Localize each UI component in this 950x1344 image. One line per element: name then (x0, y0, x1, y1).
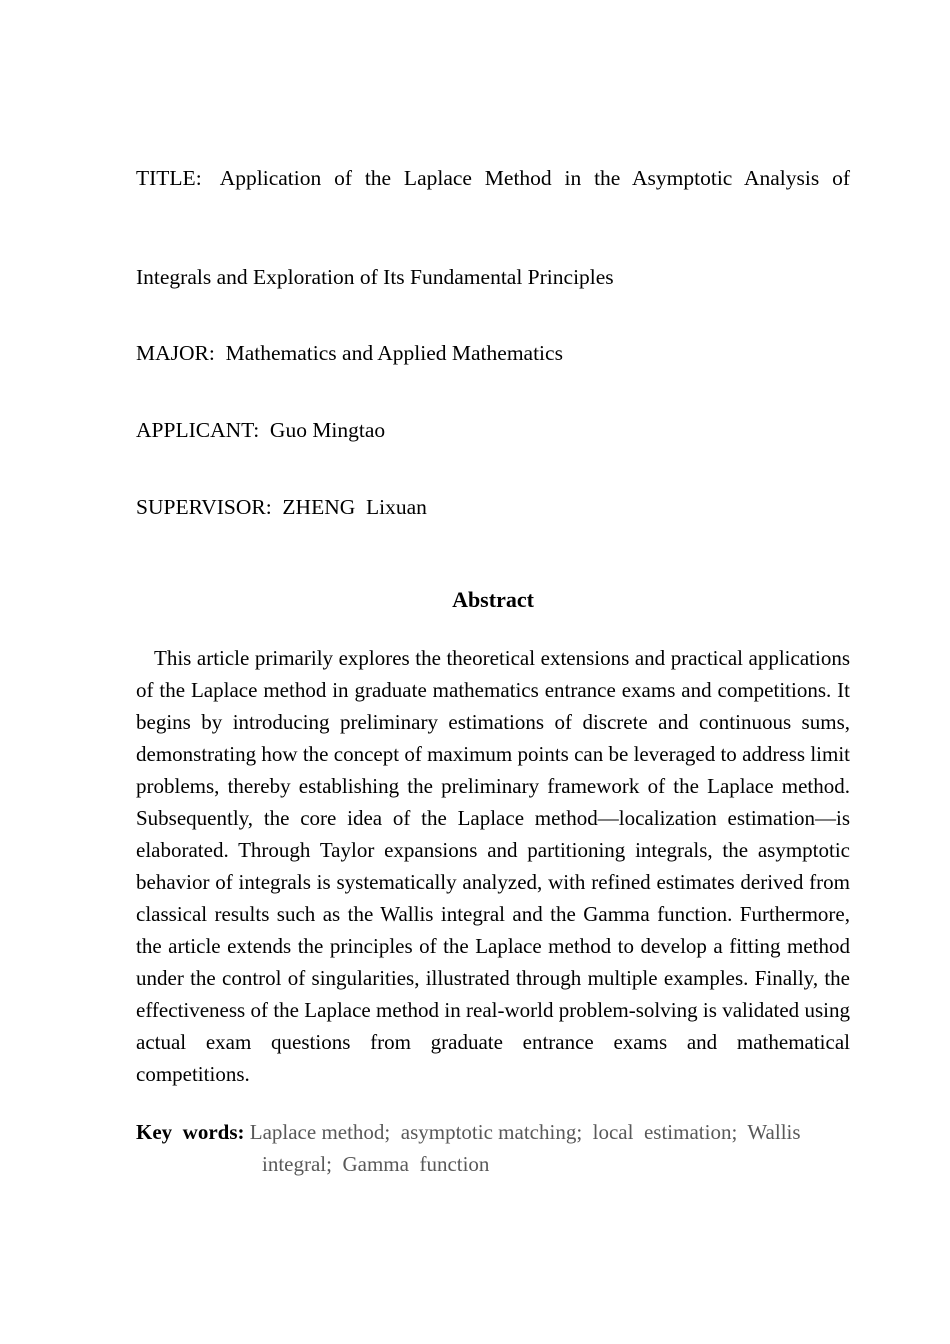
supervisor-line: SUPERVISOR: ZHENG Lixuan (136, 495, 427, 519)
thesis-title-line-1: TITLE: Application of the Laplace Method in the Asymptotic Analysis of (136, 166, 850, 190)
applicant-line: APPLICANT: Guo Mingtao (136, 418, 386, 442)
abstract-text: This article primarily explores the theoretical extensions and practical applications of the Laplace method in graduate mathematics entrance exams and competitions. It begins by introducing preliminary estimations of discrete and continuous sums, demonstrating how the concept of maximum points can be leveraged to address limit problems, thereby establishing the preliminary framework of the Laplace method. Subsequently, the core idea of the Laplace method—localization estimation—is elaborated. Through Taylor expansions and partitioning integrals, the asymptotic behavior of integrals is systematically analyzed, with refined estimates derived from classical results such as the Wallis integral and the Gamma function. Furthermore, the article extends the principles of the Laplace method to develop a fitting method under the control of singularities, illustrated through multiple examples. Finally, the effectiveness of the Laplace method in real-world problem-solving is validated using actual exam questions from graduate entrance exams and mathematical competitions. (136, 646, 850, 1086)
thesis-title-line-2: Integrals and Exploration of Its Fundamental Principles (136, 265, 614, 289)
abstract-body (136, 642, 850, 1090)
abstract-paragraph (136, 642, 850, 1090)
keywords-list-line-1: Laplace method; asymptotic matching; local estimation; Wallis (244, 1120, 801, 1144)
keywords-list-line-2: integral; Gamma function (262, 1152, 490, 1176)
keywords-block (136, 1116, 850, 1180)
abstract-heading: Abstract (452, 587, 534, 612)
keywords-label: Key words: (136, 1120, 245, 1144)
major-line: MAJOR: Mathematics and Applied Mathematics (136, 341, 563, 365)
